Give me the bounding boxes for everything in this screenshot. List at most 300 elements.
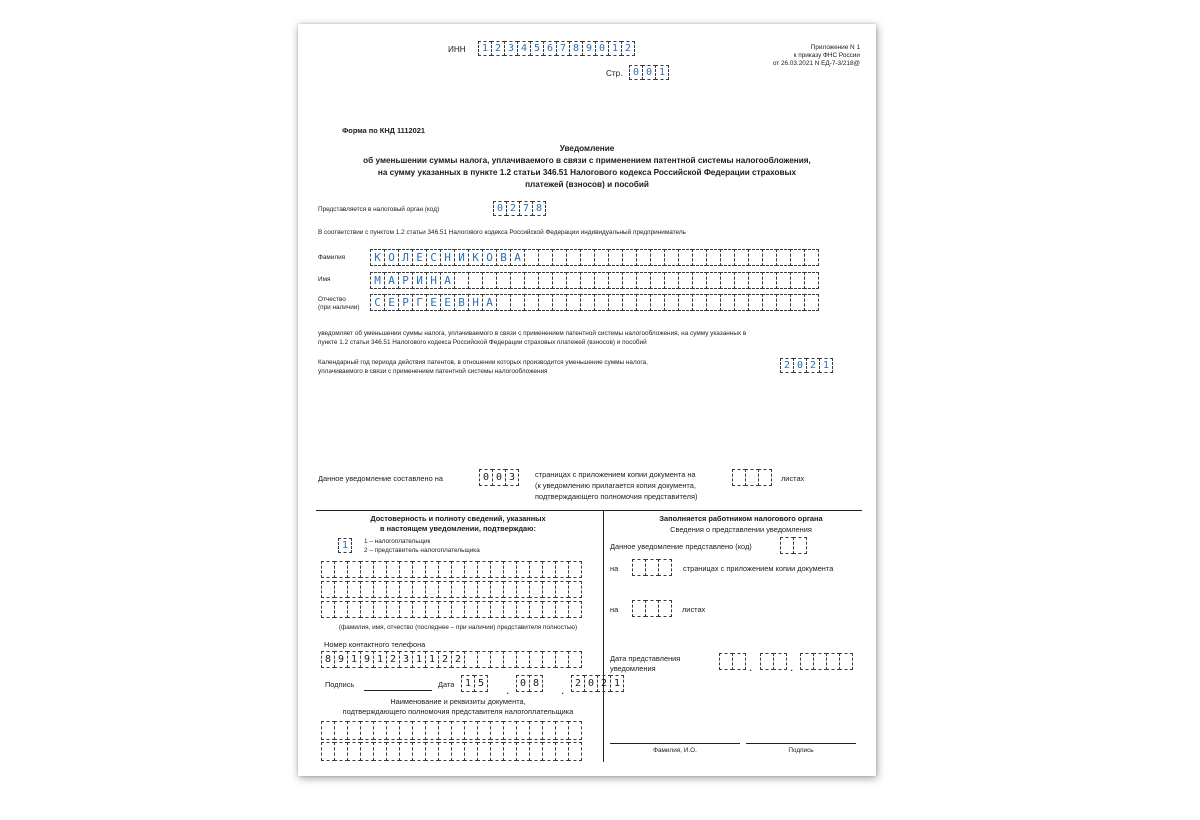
char-cell: В bbox=[454, 294, 469, 311]
empty-cell bbox=[451, 601, 465, 618]
empty-cell bbox=[555, 721, 569, 740]
empty-cell bbox=[516, 721, 530, 740]
page-number-cells bbox=[629, 65, 668, 80]
document-details-row bbox=[321, 742, 581, 761]
sheets-label: листах bbox=[781, 474, 805, 483]
form-title-line-4: платежей (взносов) и пособий bbox=[525, 180, 649, 189]
char-cell: Г bbox=[412, 294, 427, 311]
char-cell: 3 bbox=[504, 41, 518, 56]
char-cell: 1 bbox=[425, 651, 439, 668]
char-cell: 1 bbox=[655, 65, 669, 80]
empty-cell bbox=[360, 601, 374, 618]
empty-cell bbox=[636, 272, 651, 289]
date-month-cells bbox=[516, 675, 542, 692]
empty-cell bbox=[555, 601, 569, 618]
char-cell: 8 bbox=[532, 201, 546, 216]
char-cell: 0 bbox=[642, 65, 656, 80]
char-cell: М bbox=[370, 272, 385, 289]
empty-cell bbox=[580, 272, 595, 289]
empty-cell bbox=[399, 601, 413, 618]
empty-cell bbox=[425, 742, 439, 761]
empty-cell bbox=[477, 561, 491, 578]
empty-cell bbox=[538, 272, 553, 289]
empty-cell bbox=[451, 561, 465, 578]
empty-cell bbox=[568, 601, 582, 618]
representative-name-row bbox=[321, 601, 581, 618]
empty-cell bbox=[776, 249, 791, 266]
empty-cell bbox=[451, 721, 465, 740]
char-cell: О bbox=[384, 249, 399, 266]
empty-cell bbox=[594, 272, 609, 289]
char-cell: 2 bbox=[506, 201, 520, 216]
empty-cell bbox=[464, 601, 478, 618]
empty-cell bbox=[412, 601, 426, 618]
office-date-day-cells bbox=[719, 653, 745, 670]
on-label: на bbox=[610, 564, 619, 573]
empty-cell bbox=[555, 561, 569, 578]
pages-label: Данное уведомление составлено на bbox=[318, 474, 443, 483]
office-sheets-label: листах bbox=[682, 605, 706, 614]
char-cell: 1 bbox=[819, 358, 833, 373]
empty-cell bbox=[503, 742, 517, 761]
char-cell: Е bbox=[412, 249, 427, 266]
phone-cells bbox=[321, 651, 581, 668]
empty-cell bbox=[790, 294, 805, 311]
date-separator: . bbox=[749, 660, 753, 674]
empty-cell bbox=[542, 561, 556, 578]
pages-count-cells bbox=[479, 469, 518, 486]
char-cell: Р bbox=[398, 272, 413, 289]
empty-cell bbox=[360, 721, 374, 740]
char-cell: 3 bbox=[399, 651, 413, 668]
char-cell: 5 bbox=[474, 675, 488, 692]
appendix-line-2: к приказу ФНС России bbox=[793, 52, 860, 59]
char-cell: 2 bbox=[491, 41, 505, 56]
empty-cell bbox=[800, 653, 814, 670]
empty-cell bbox=[334, 601, 348, 618]
empty-cell bbox=[580, 294, 595, 311]
date-separator: . bbox=[561, 683, 565, 697]
office-heading: Заполняется работником налогового органа bbox=[659, 514, 823, 523]
pages-text-line-3: подтверждающего полномочия представителя) bbox=[535, 492, 698, 501]
date-separator: . bbox=[506, 683, 510, 697]
empty-cell bbox=[412, 561, 426, 578]
char-cell: 1 bbox=[610, 675, 624, 692]
empty-cell bbox=[438, 721, 452, 740]
name-cells bbox=[370, 272, 818, 289]
empty-cell bbox=[516, 601, 530, 618]
empty-cell bbox=[542, 601, 556, 618]
notification-form-page bbox=[298, 24, 876, 776]
pages-text-line-2: (к уведомлению прилагается копия документа, bbox=[535, 481, 696, 490]
empty-cell bbox=[568, 742, 582, 761]
char-cell: А bbox=[384, 272, 399, 289]
char-cell: А bbox=[440, 272, 455, 289]
empty-cell bbox=[360, 561, 374, 578]
empty-cell bbox=[516, 742, 530, 761]
char-cell: 7 bbox=[519, 201, 533, 216]
empty-cell bbox=[650, 249, 665, 266]
char-cell: 2 bbox=[780, 358, 794, 373]
representative-name-row bbox=[321, 581, 581, 598]
empty-cell bbox=[692, 272, 707, 289]
empty-cell bbox=[650, 294, 665, 311]
empty-cell bbox=[776, 294, 791, 311]
char-cell: 3 bbox=[505, 469, 519, 486]
empty-cell bbox=[477, 721, 491, 740]
empty-cell bbox=[490, 651, 504, 668]
empty-cell bbox=[776, 272, 791, 289]
confirm-heading-line-2: в настоящем уведомлении, подтверждаю: bbox=[380, 524, 536, 533]
signer-type-digit: 1 bbox=[338, 538, 352, 553]
char-cell: 5 bbox=[530, 41, 544, 56]
tax-authority-cells bbox=[493, 201, 545, 216]
notice-text-line-1: уведомляет об уменьшении суммы налога, уплачиваемого в связи с применением патентной системы налогообложения, на сумму указанных в bbox=[318, 330, 747, 337]
char-cell: А bbox=[510, 249, 525, 266]
office-signature-caption: Подпись bbox=[788, 747, 814, 754]
empty-cell bbox=[529, 581, 543, 598]
empty-cell bbox=[658, 600, 672, 617]
empty-cell bbox=[622, 294, 637, 311]
empty-cell bbox=[748, 249, 763, 266]
appendix-line-3: от 26.03.2021 N ЕД-7-3/218@ bbox=[772, 60, 860, 67]
form-title-line-3: на сумму указанных в пункте 1.2 статьи 346.51 Налогового кодекса Российской Федерации страховых bbox=[377, 168, 797, 177]
empty-cell bbox=[706, 272, 721, 289]
date-year-cells bbox=[571, 675, 623, 692]
date-separator: . bbox=[790, 660, 794, 674]
empty-cell bbox=[386, 561, 400, 578]
char-cell: 2 bbox=[386, 651, 400, 668]
patronymic-cells bbox=[370, 294, 818, 311]
patronymic-note: (при наличии) bbox=[318, 304, 360, 311]
empty-cell bbox=[360, 742, 374, 761]
on-label-2: на bbox=[610, 605, 619, 614]
document-details-row bbox=[321, 721, 581, 740]
submitted-code-label: Данное уведомление представлено (код) bbox=[610, 542, 752, 551]
empty-cell bbox=[542, 651, 556, 668]
empty-cell bbox=[813, 653, 827, 670]
empty-cell bbox=[692, 294, 707, 311]
empty-cell bbox=[490, 581, 504, 598]
empty-cell bbox=[719, 653, 733, 670]
empty-cell bbox=[529, 721, 543, 740]
tax-authority-label: Представляется в налоговый орган (код) bbox=[318, 206, 440, 213]
empty-cell bbox=[773, 653, 787, 670]
date-day-cells bbox=[461, 675, 487, 692]
char-cell: К bbox=[468, 249, 483, 266]
empty-cell bbox=[321, 561, 335, 578]
empty-cell bbox=[477, 581, 491, 598]
empty-cell bbox=[645, 600, 659, 617]
char-cell: 4 bbox=[517, 41, 531, 56]
office-date-month-cells bbox=[760, 653, 786, 670]
empty-cell bbox=[503, 581, 517, 598]
empty-cell bbox=[790, 249, 805, 266]
form-title-line-2: об уменьшении суммы налога, уплачиваемого в связи с применением патентной системы налогообложения, bbox=[363, 156, 811, 165]
char-cell: 1 bbox=[478, 41, 492, 56]
empty-cell bbox=[412, 742, 426, 761]
sheets-count-cells bbox=[732, 469, 771, 486]
char-cell: К bbox=[370, 249, 385, 266]
empty-cell bbox=[347, 561, 361, 578]
empty-cell bbox=[510, 272, 525, 289]
empty-cell bbox=[555, 742, 569, 761]
char-cell: В bbox=[496, 249, 511, 266]
empty-cell bbox=[734, 272, 749, 289]
empty-cell bbox=[678, 294, 693, 311]
empty-cell bbox=[386, 601, 400, 618]
signer-option-1: 1 – налогоплательщик bbox=[364, 538, 431, 545]
representative-fio-caption: (фамилия, имя, отчество (последнее – при наличии) представителя полностью) bbox=[338, 624, 578, 631]
empty-cell bbox=[347, 742, 361, 761]
empty-cell bbox=[529, 561, 543, 578]
phone-label: Номер контактного телефона bbox=[324, 640, 426, 649]
empty-cell bbox=[412, 721, 426, 740]
empty-cell bbox=[503, 721, 517, 740]
empty-cell bbox=[780, 537, 794, 554]
empty-cell bbox=[438, 601, 452, 618]
form-knd-code: Форма по КНД 1112021 bbox=[342, 126, 425, 135]
empty-cell bbox=[529, 742, 543, 761]
char-cell: С bbox=[426, 249, 441, 266]
empty-cell bbox=[451, 742, 465, 761]
empty-cell bbox=[568, 721, 582, 740]
empty-cell bbox=[386, 721, 400, 740]
empty-cell bbox=[748, 272, 763, 289]
empty-cell bbox=[347, 581, 361, 598]
empty-cell bbox=[464, 651, 478, 668]
empty-cell bbox=[745, 469, 759, 486]
empty-cell bbox=[399, 561, 413, 578]
notice-text-line-2: пункте 1.2 статьи 346.51 Налогового кодекса Российской Федерации страховых платежей (взносов) и пособий bbox=[318, 339, 647, 346]
empty-cell bbox=[451, 581, 465, 598]
empty-cell bbox=[542, 721, 556, 740]
form-title-line-1: Уведомление bbox=[559, 144, 615, 153]
empty-cell bbox=[524, 294, 539, 311]
empty-cell bbox=[360, 581, 374, 598]
empty-cell bbox=[732, 653, 746, 670]
signer-option-2: 2 – представитель налогоплательщика bbox=[364, 547, 480, 554]
empty-cell bbox=[399, 742, 413, 761]
doc-label-line-1: Наименование и реквизиты документа, bbox=[390, 697, 526, 706]
empty-cell bbox=[760, 653, 774, 670]
date-label: Дата bbox=[438, 680, 455, 689]
signature-label: Подпись bbox=[325, 680, 355, 689]
empty-cell bbox=[580, 249, 595, 266]
empty-cell bbox=[529, 651, 543, 668]
patronymic-label: Отчество bbox=[318, 296, 346, 303]
empty-cell bbox=[664, 272, 679, 289]
char-cell: 1 bbox=[412, 651, 426, 668]
char-cell: 0 bbox=[493, 201, 507, 216]
empty-cell bbox=[412, 581, 426, 598]
char-cell: 0 bbox=[492, 469, 506, 486]
empty-cell bbox=[568, 561, 582, 578]
office-fio-line bbox=[610, 743, 740, 744]
empty-cell bbox=[542, 742, 556, 761]
char-cell: 2 bbox=[438, 651, 452, 668]
empty-cell bbox=[425, 561, 439, 578]
submitted-code-cells bbox=[780, 537, 806, 554]
empty-cell bbox=[477, 651, 491, 668]
empty-cell bbox=[524, 272, 539, 289]
empty-cell bbox=[804, 272, 819, 289]
office-date-year-cells bbox=[800, 653, 852, 670]
empty-cell bbox=[516, 581, 530, 598]
empty-cell bbox=[524, 249, 539, 266]
empty-cell bbox=[650, 272, 665, 289]
inn-cells bbox=[478, 41, 634, 56]
char-cell: А bbox=[482, 294, 497, 311]
empty-cell bbox=[720, 294, 735, 311]
empty-cell bbox=[608, 272, 623, 289]
empty-cell bbox=[542, 581, 556, 598]
empty-cell bbox=[636, 294, 651, 311]
char-cell: 2 bbox=[621, 41, 635, 56]
char-cell: 7 bbox=[556, 41, 570, 56]
empty-cell bbox=[477, 742, 491, 761]
empty-cell bbox=[566, 272, 581, 289]
char-cell: 0 bbox=[479, 469, 493, 486]
empty-cell bbox=[321, 742, 335, 761]
empty-cell bbox=[839, 653, 853, 670]
empty-cell bbox=[510, 294, 525, 311]
char-cell: 0 bbox=[516, 675, 530, 692]
char-cell: Е bbox=[440, 294, 455, 311]
char-cell: 2 bbox=[806, 358, 820, 373]
char-cell: Е bbox=[384, 294, 399, 311]
empty-cell bbox=[793, 537, 807, 554]
char-cell: 6 bbox=[543, 41, 557, 56]
char-cell: 1 bbox=[347, 651, 361, 668]
char-cell: 1 bbox=[608, 41, 622, 56]
empty-cell bbox=[566, 249, 581, 266]
empty-cell bbox=[347, 721, 361, 740]
char-cell: Е bbox=[426, 294, 441, 311]
empty-cell bbox=[425, 601, 439, 618]
year-cells bbox=[780, 358, 832, 373]
char-cell: Р bbox=[398, 294, 413, 311]
empty-cell bbox=[762, 294, 777, 311]
char-cell: 8 bbox=[529, 675, 543, 692]
char-cell: 9 bbox=[334, 651, 348, 668]
char-cell: 2 bbox=[571, 675, 585, 692]
surname-label: Фамилия bbox=[318, 254, 346, 261]
empty-cell bbox=[490, 721, 504, 740]
empty-cell bbox=[373, 601, 387, 618]
empty-cell bbox=[373, 742, 387, 761]
empty-cell bbox=[334, 561, 348, 578]
column-divider bbox=[603, 510, 604, 762]
empty-cell bbox=[664, 249, 679, 266]
empty-cell bbox=[464, 581, 478, 598]
empty-cell bbox=[594, 249, 609, 266]
empty-cell bbox=[438, 742, 452, 761]
empty-cell bbox=[425, 581, 439, 598]
empty-cell bbox=[568, 651, 582, 668]
char-cell: 8 bbox=[321, 651, 335, 668]
empty-cell bbox=[538, 294, 553, 311]
empty-cell bbox=[664, 294, 679, 311]
empty-cell bbox=[790, 272, 805, 289]
empty-cell bbox=[496, 294, 511, 311]
office-date-label-line-1: Дата представления bbox=[610, 654, 681, 663]
empty-cell bbox=[720, 272, 735, 289]
basis-text: В соответствии с пунктом 1.2 статьи 346.51 Налогового кодекса Российской Федерации индивидуальный предприниматель bbox=[318, 229, 686, 236]
office-signature-line bbox=[746, 743, 856, 744]
char-cell: 0 bbox=[584, 675, 598, 692]
char-cell: И bbox=[454, 249, 469, 266]
pages-text-line-1: страницах с приложением копии документа на bbox=[535, 470, 696, 479]
office-sheets-cells bbox=[632, 600, 671, 617]
office-pages-cells bbox=[632, 559, 671, 576]
char-cell: 0 bbox=[595, 41, 609, 56]
empty-cell bbox=[678, 272, 693, 289]
empty-cell bbox=[645, 559, 659, 576]
empty-cell bbox=[334, 742, 348, 761]
inn-label: ИНН bbox=[448, 45, 466, 54]
empty-cell bbox=[608, 294, 623, 311]
char-cell: 9 bbox=[582, 41, 596, 56]
char-cell: 1 bbox=[373, 651, 387, 668]
empty-cell bbox=[734, 294, 749, 311]
char-cell: 2 bbox=[451, 651, 465, 668]
char-cell: 9 bbox=[360, 651, 374, 668]
empty-cell bbox=[555, 651, 569, 668]
empty-cell bbox=[552, 294, 567, 311]
empty-cell bbox=[622, 249, 637, 266]
char-cell: Н bbox=[468, 294, 483, 311]
empty-cell bbox=[373, 721, 387, 740]
char-cell: 0 bbox=[629, 65, 643, 80]
empty-cell bbox=[632, 600, 646, 617]
empty-cell bbox=[516, 561, 530, 578]
name-label: Имя bbox=[318, 276, 331, 283]
empty-cell bbox=[503, 601, 517, 618]
empty-cell bbox=[568, 581, 582, 598]
empty-cell bbox=[804, 294, 819, 311]
empty-cell bbox=[482, 272, 497, 289]
empty-cell bbox=[516, 651, 530, 668]
empty-cell bbox=[321, 581, 335, 598]
empty-cell bbox=[503, 651, 517, 668]
empty-cell bbox=[464, 561, 478, 578]
empty-cell bbox=[748, 294, 763, 311]
empty-cell bbox=[503, 561, 517, 578]
empty-cell bbox=[706, 294, 721, 311]
year-label-line-1: Календарный год периода действия патентов, в отношении которых производится уменьшение суммы налога, bbox=[318, 359, 648, 366]
empty-cell bbox=[762, 272, 777, 289]
empty-cell bbox=[706, 249, 721, 266]
char-cell: 1 bbox=[461, 675, 475, 692]
empty-cell bbox=[464, 721, 478, 740]
char-cell: 0 bbox=[793, 358, 807, 373]
char-cell: С bbox=[370, 294, 385, 311]
year-label-line-2: уплачиваемого в связи с применением патентной системы налогообложения bbox=[318, 368, 548, 375]
empty-cell bbox=[490, 601, 504, 618]
char-cell: 2 bbox=[597, 675, 611, 692]
signer-type-cell bbox=[338, 538, 351, 553]
empty-cell bbox=[425, 721, 439, 740]
empty-cell bbox=[496, 272, 511, 289]
char-cell: И bbox=[412, 272, 427, 289]
office-fio-caption: Фамилия, И.О. bbox=[653, 747, 697, 754]
surname-cells bbox=[370, 249, 818, 266]
office-subheading: Сведения о представлении уведомления bbox=[670, 525, 812, 534]
empty-cell bbox=[438, 581, 452, 598]
empty-cell bbox=[490, 561, 504, 578]
empty-cell bbox=[636, 249, 651, 266]
